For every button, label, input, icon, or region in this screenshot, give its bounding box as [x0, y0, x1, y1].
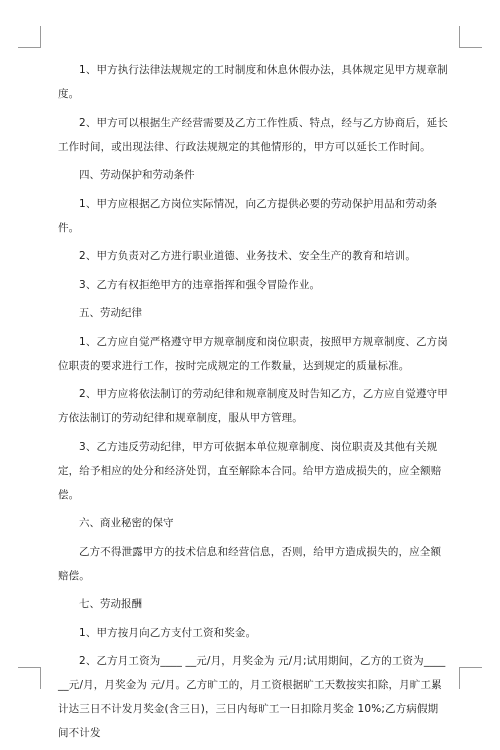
clause-comply-rules: 1、乙方应自觉严格遵守甲方规章制度和岗位职责，按照甲方规章制度、乙方岗位职责的要求进行工作，按时完成规定的工作数量，达到规定的质量标准。	[58, 335, 448, 372]
crop-mark-bottom-right-h	[459, 667, 482, 668]
crop-mark-bottom-right-v	[459, 667, 460, 689]
clause-refuse-unsafe-orders: 3、乙方有权拒绝甲方的违章指挥和强令冒险作业。	[79, 278, 321, 291]
clause-protective-equipment: 1、甲方应根据乙方岗位实际情况，向乙方提供必要的劳动保护用品和劳动条件。	[58, 197, 438, 234]
crop-mark-top-left-v	[40, 26, 41, 48]
clause-violation-penalty: 3、乙方违反劳动纪律，甲方可依据本单位规章制度、岗位职责及其他有关规定，给予相应的处分和经济处罚，直至解除本合同。给甲方造成损失的，应全额赔偿。	[58, 440, 442, 501]
section-heading-discipline: 五、劳动纪律	[79, 307, 142, 319]
clause-overtime: 2、甲方可以根据生产经营需要及乙方工作性质、特点，经与乙方协商后，延长工作时间，或出现法律、行政法规规定的其他情形的，甲方可以延长工作时间。	[58, 116, 448, 153]
clause-trade-secrets: 乙方不得泄露甲方的技术信息和经营信息，否则，给甲方造成损失的，应全额赔偿。	[58, 545, 442, 582]
clause-training: 2、甲方负责对乙方进行职业道德、业务技术、安全生产的教育和培训。	[79, 250, 416, 262]
clause-salary-amount: 2、乙方月工资为____ __元/月，月奖金为 元/月;试用期间，乙方的工资为____ __元/月，月奖金为 元/月。乙方旷工的，月工资根据旷工天数按实扣除，月旷工累计达三日不计发月奖金(含三日)，三日内每旷工一日扣除月奖金 10%;乙方病假期间不计发	[58, 655, 446, 739]
clause-inform-rules: 2、甲方应将依法制订的劳动纪律和规章制度及时告知乙方，乙方应自觉遵守甲方依法制订的劳动纪律和规章制度，服从甲方管理。	[58, 388, 448, 424]
crop-mark-top-right-h	[459, 47, 482, 48]
section-heading-confidentiality: 六、商业秘密的保守	[79, 517, 174, 529]
crop-mark-bottom-left-v	[40, 667, 41, 689]
clause-monthly-payment: 1、甲方按月向乙方支付工资和奖金。	[79, 626, 257, 639]
crop-mark-top-right-v	[459, 26, 460, 48]
document-body	[58, 58, 448, 750]
section-heading-protection: 四、劳动保护和劳动条件	[79, 169, 195, 181]
crop-mark-top-left-h	[18, 47, 41, 48]
crop-mark-bottom-left-h	[18, 667, 41, 668]
clause-work-hours: 1、甲方执行法律法规规定的工时制度和休息休假办法，具体规定见甲方规章制度。	[58, 64, 448, 100]
section-heading-remuneration: 七、劳动报酬	[79, 598, 142, 610]
